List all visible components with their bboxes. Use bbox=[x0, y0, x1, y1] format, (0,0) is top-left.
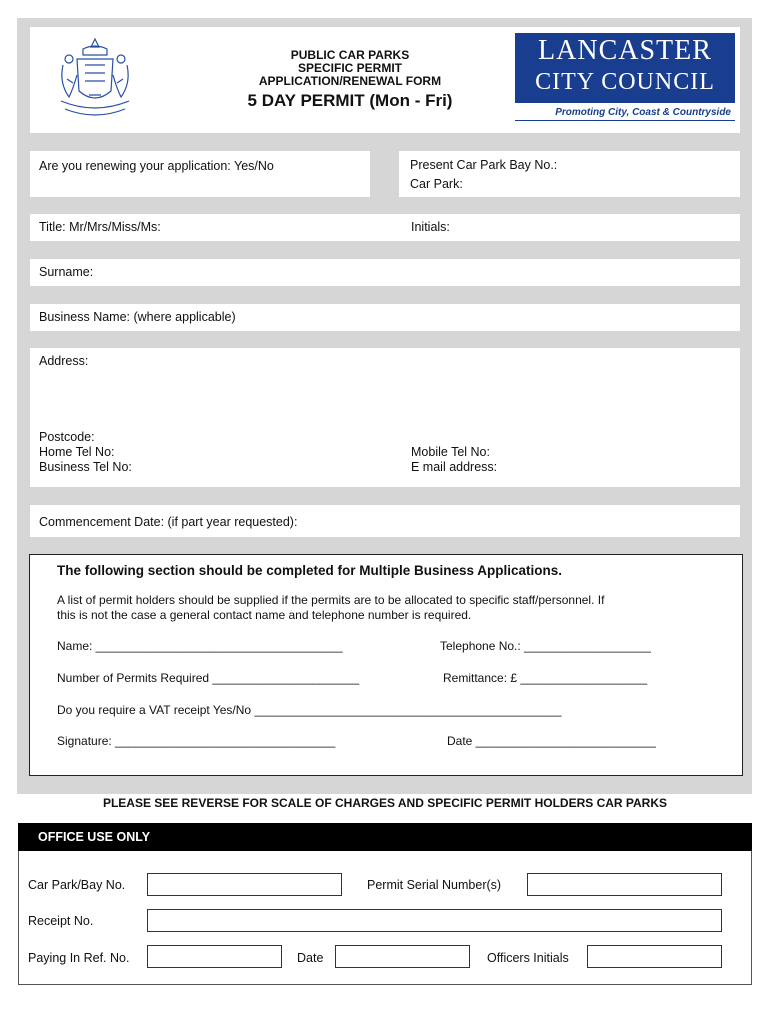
business-name-field[interactable] bbox=[30, 304, 740, 331]
name-line[interactable]: Name: _____________________________________ bbox=[57, 639, 343, 653]
car-park-bay-label: Car Park/Bay No. bbox=[28, 878, 126, 892]
multiple-text-1: A list of permit holders should be supplied if the permits are to be allocated to specific staff/personnel. If bbox=[57, 593, 605, 607]
initials-label: Initials: bbox=[411, 220, 450, 234]
city-crest-icon bbox=[55, 35, 135, 125]
vat-line[interactable]: Do you require a VAT receipt Yes/No ______________________________________________ bbox=[57, 703, 562, 717]
telephone-line[interactable]: Telephone No.: ___________________ bbox=[440, 639, 651, 653]
office-date-input[interactable] bbox=[335, 945, 470, 968]
page-title: 5 DAY PERMIT (Mon - Fri) bbox=[247, 91, 453, 110]
office-use-heading: OFFICE USE ONLY bbox=[38, 830, 151, 844]
address-label: Address: bbox=[39, 354, 89, 368]
title-label: Title: Mr/Mrs/Miss/Ms: bbox=[39, 220, 161, 234]
paying-in-input[interactable] bbox=[147, 945, 282, 968]
business-name-label: Business Name: (where applicable) bbox=[39, 310, 236, 324]
title-line-3: APPLICATION/RENEWAL FORM bbox=[258, 74, 442, 88]
home-tel-label: Home Tel No: bbox=[39, 445, 115, 459]
office-use-header bbox=[18, 823, 752, 851]
logo-line-2: CITY COUNCIL bbox=[535, 69, 715, 95]
reverse-note: PLEASE SEE REVERSE FOR SCALE OF CHARGES AND SPECIFIC PERMIT HOLDERS CAR PARKS bbox=[102, 796, 668, 810]
postcode-label: Postcode: bbox=[39, 430, 95, 444]
officers-initials-input[interactable] bbox=[587, 945, 722, 968]
bay-field[interactable] bbox=[399, 151, 740, 197]
permit-serial-input[interactable] bbox=[527, 873, 722, 896]
office-date-label: Date bbox=[297, 951, 324, 965]
remittance-line[interactable]: Remittance: £ ___________________ bbox=[443, 671, 648, 685]
logo-tagline: Promoting City, Coast & Countryside bbox=[515, 107, 735, 121]
receipt-no-label: Receipt No. bbox=[28, 914, 94, 928]
council-logo bbox=[515, 33, 735, 125]
renewing-label: Are you renewing your application: Yes/No bbox=[39, 159, 274, 173]
surname-label: Surname: bbox=[39, 265, 94, 279]
form-header bbox=[30, 27, 740, 133]
form-title-block bbox=[220, 49, 480, 111]
mobile-tel-label: Mobile Tel No: bbox=[411, 445, 490, 459]
title-line-1: PUBLIC CAR PARKS bbox=[290, 48, 410, 62]
address-field[interactable] bbox=[30, 348, 740, 487]
receipt-no-input[interactable] bbox=[147, 909, 722, 932]
date-line[interactable]: Date ___________________________ bbox=[447, 734, 656, 748]
surname-field[interactable] bbox=[30, 259, 740, 286]
permit-serial-label: Permit Serial Number(s) bbox=[367, 878, 502, 892]
title-line-2: SPECIFIC PERMIT bbox=[297, 61, 402, 75]
renewing-field[interactable] bbox=[30, 151, 370, 197]
multiple-business-section bbox=[29, 554, 743, 776]
commencement-field[interactable] bbox=[30, 505, 740, 537]
business-tel-label: Business Tel No: bbox=[39, 460, 132, 474]
car-park-bay-input[interactable] bbox=[147, 873, 342, 896]
signature-line[interactable]: Signature: _________________________________ bbox=[57, 734, 336, 748]
email-label: E mail address: bbox=[411, 460, 498, 474]
bay-no-label: Present Car Park Bay No.: bbox=[410, 158, 558, 172]
logo-line-1: LANCASTER bbox=[538, 35, 712, 66]
paying-in-label: Paying In Ref. No. bbox=[28, 951, 130, 965]
officers-initials-label: Officers Initials bbox=[487, 951, 569, 965]
commencement-label: Commencement Date: (if part year requested): bbox=[39, 515, 298, 529]
car-park-label: Car Park: bbox=[410, 177, 463, 191]
multiple-text-2: this is not the case a general contact name and telephone number is required. bbox=[57, 608, 472, 622]
num-permits-line[interactable]: Number of Permits Required ______________________ bbox=[57, 671, 360, 685]
title-field[interactable] bbox=[30, 214, 740, 241]
multiple-heading: The following section should be completed for Multiple Business Applications. bbox=[57, 563, 563, 578]
